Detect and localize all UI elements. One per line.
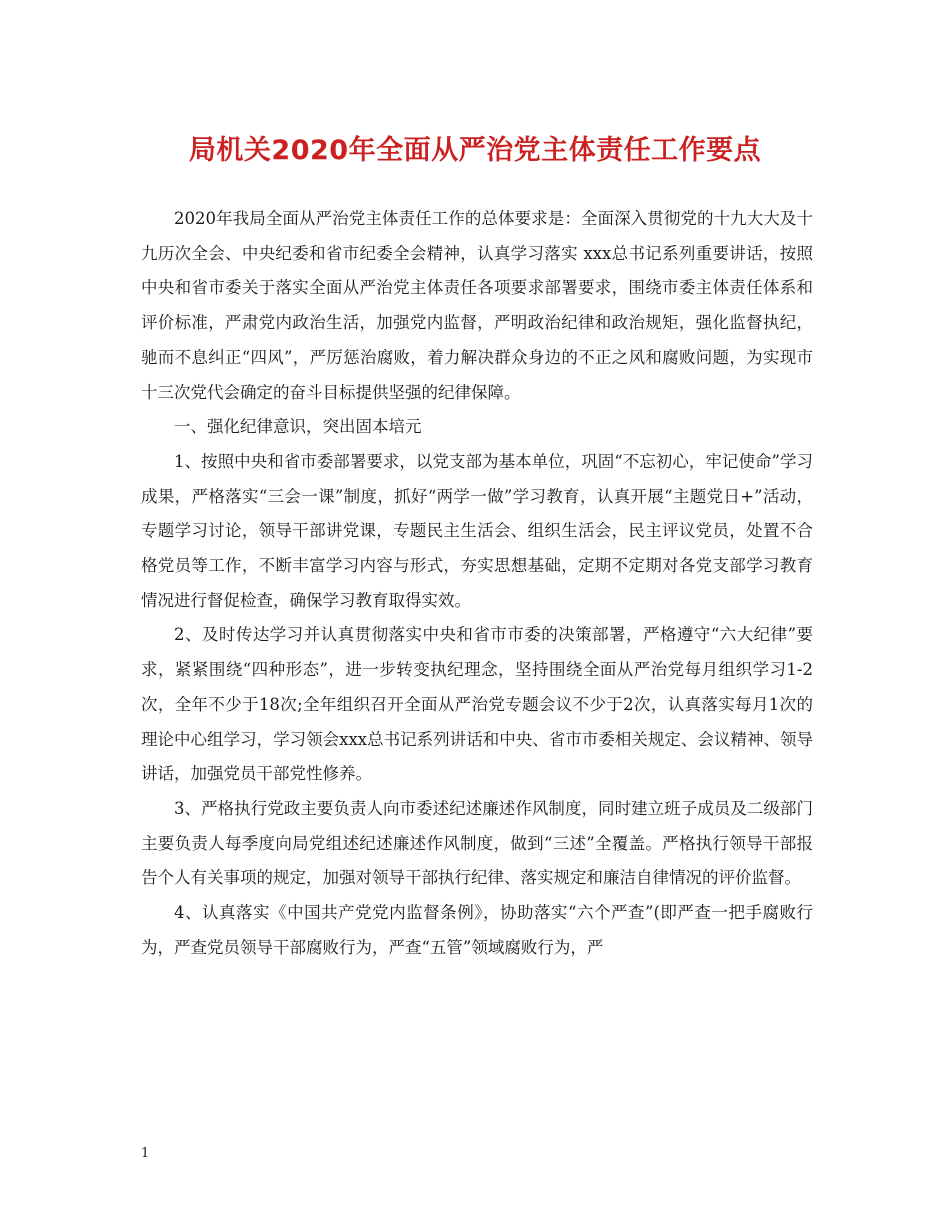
item-paragraph-1: 1、按照中央和省市委部署要求，以党支部为基本单位，巩固“不忘初心，牢记使命”学习成果，严格落实“三会一课”制度，抓好“两学一做”学习教育，认真开展“主题党日+”活动，专题学习讨论，领导干部讲党课，专题民主生活会、组织生活会，民主评议党员，处置不合格党员等工作，不断丰富学习内容与形式，夯实思想基础，定期不定期对各党支部学习教育情况进行督促检查，确保学习教育取得实效。: [141, 451, 813, 610]
page-number: 1: [141, 1146, 150, 1161]
item-paragraph-2: 2、及时传达学习并认真贯彻落实中央和省市市委的决策部署，严格遵守“六大纪律”要求，紧紧围绕“四种形态”，进一步转变执纪理念，坚持围绕全面从严治党每月组织学习1-2次，全年不少于18次;全年组织召开全面从严治党专题会议不少于2次，认真落实每月1次的理论中心组学习，学习领会xxx总书记系列讲话和中央、省市市委相关规定、会议精神、领导讲话，加强党员干部党性修养。: [141, 625, 813, 784]
intro-paragraph: 2020年我局全面从严治党主体责任工作的总体要求是：全面深入贯彻党的十九大大及十九历次全会、中央纪委和省市纪委全会精神，认真学习落实 xxx总书记系列重要讲话，按照中央和省市委关于落实全面从严治党主体责任各项要求部署要求，围绕市委主体责任体系和评价标准，严肃党内政治生活，加强党内监督，严明政治纪律和政治规矩，强化监督执纪，驰而不息纠正“四风”，严厉惩治腐败，着力解决群众身边的不正之风和腐败问题，为实现市十三次党代会确定的奋斗目标提供坚强的纪律保障。: [141, 209, 813, 402]
item-paragraph-3: 3、严格执行党政主要负责人向市委述纪述廉述作风制度，同时建立班子成员及二级部门主要负责人每季度向局党组述纪述廉述作风制度，做到“三述”全覆盖。严格执行领导干部报告个人有关事项的规定，加强对领导干部执行纪律、落实规定和廉洁自律情况的评价监督。: [141, 798, 813, 888]
section-heading: 一、强化纪律意识，突出固本培元: [174, 417, 422, 437]
document-title: 局机关2020年全面从严治党主体责任工作要点: [188, 135, 762, 166]
item-paragraph-4: 4、认真落实《中国共产党党内监督条例》，协助落实“六个严查”(即严查一把手腐败行为，严查党员领导干部腐败行为，严查“五管”领域腐败行为，严: [141, 903, 813, 957]
document-body: [141, 202, 813, 965]
